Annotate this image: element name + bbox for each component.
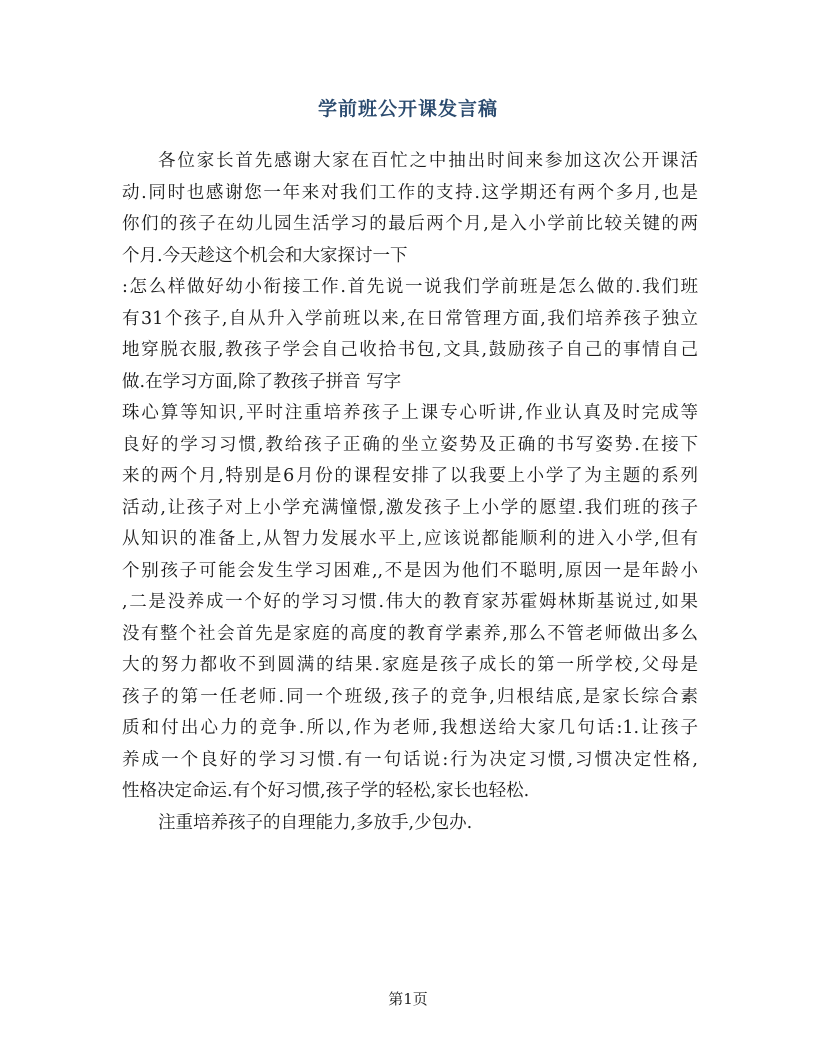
text-line: 养成一个良好的学习习惯.有一句话说:行为决定习惯,习惯决定性格, xyxy=(122,749,698,770)
document-body xyxy=(122,146,698,839)
text-line: 来的两个月,特别是6月份的课程安排了以我要上小学了为主题的系列 xyxy=(122,466,698,486)
page-number: 第1页 xyxy=(388,990,428,1008)
text-line: 地穿脱衣服,教孩子学会自己收拾书包,文具,鼓励孩子自己的事情自己 xyxy=(122,340,698,360)
text-line: 动.同时也感谢您一年来对我们工作的支持.这学期还有两个多月,也是 xyxy=(122,182,698,203)
text-line: 性格决定命运.有个好习惯,孩子学的轻松,家长也轻松. xyxy=(122,781,530,801)
text-line: :怎么样做好幼小衔接工作.首先说一说我们学前班是怎么做的.我们班 xyxy=(122,277,698,297)
text-line: 良好的学习习惯,教给孩子正确的坐立姿势及正确的书写姿势.在接下 xyxy=(122,434,698,455)
text-line: 各位家长首先感谢大家在百忙之中抽出时间来参加这次公开课活 xyxy=(158,151,698,171)
document-title: 学前班公开课发言稿 xyxy=(317,98,498,120)
text-line: 没有整个社会首先是家庭的高度的教育学素养,那么不管老师做出多么 xyxy=(122,623,698,644)
text-line: 做.在学习方面,除了教孩子拼音 写字 xyxy=(122,371,402,392)
text-line: 你们的孩子在幼儿园生活学习的最后两个月,是入小学前比较关键的两 xyxy=(122,214,698,234)
text-line: 个月.今天趁这个机会和大家探讨一下 xyxy=(122,245,408,266)
text-line: 有31个孩子,自从升入学前班以来,在日常管理方面,我们培养孩子独立 xyxy=(122,308,698,329)
text-line: 孩子的第一任老师.同一个班级,孩子的竞争,归根结底,是家长综合素 xyxy=(122,686,698,707)
text-line: 注重培养孩子的自理能力,多放手,少包办. xyxy=(158,812,473,833)
text-line: 质和付出心力的竞争.所以,作为老师,我想送给大家几句话:1.让孩子 xyxy=(122,718,698,738)
text-line: 珠心算等知识,平时注重培养孩子上课专心听讲,作业认真及时完成等 xyxy=(122,403,698,423)
text-line: 个别孩子可能会发生学习困难,,不是因为他们不聪明,原因一是年龄小 xyxy=(122,560,698,581)
text-line: 活动,让孩子对上小学充满憧憬,激发孩子上小学的愿望.我们班的孩子 xyxy=(122,497,698,518)
text-line: 从知识的准备上,从智力发展水平上,应该说都能顺利的进入小学,但有 xyxy=(122,529,698,549)
text-line: 大的努力都收不到圆满的结果.家庭是孩子成长的第一所学校,父母是 xyxy=(122,655,698,675)
text-line: ,二是没养成一个好的学习习惯.伟大的教育家苏霍姆林斯基说过,如果 xyxy=(122,592,698,612)
